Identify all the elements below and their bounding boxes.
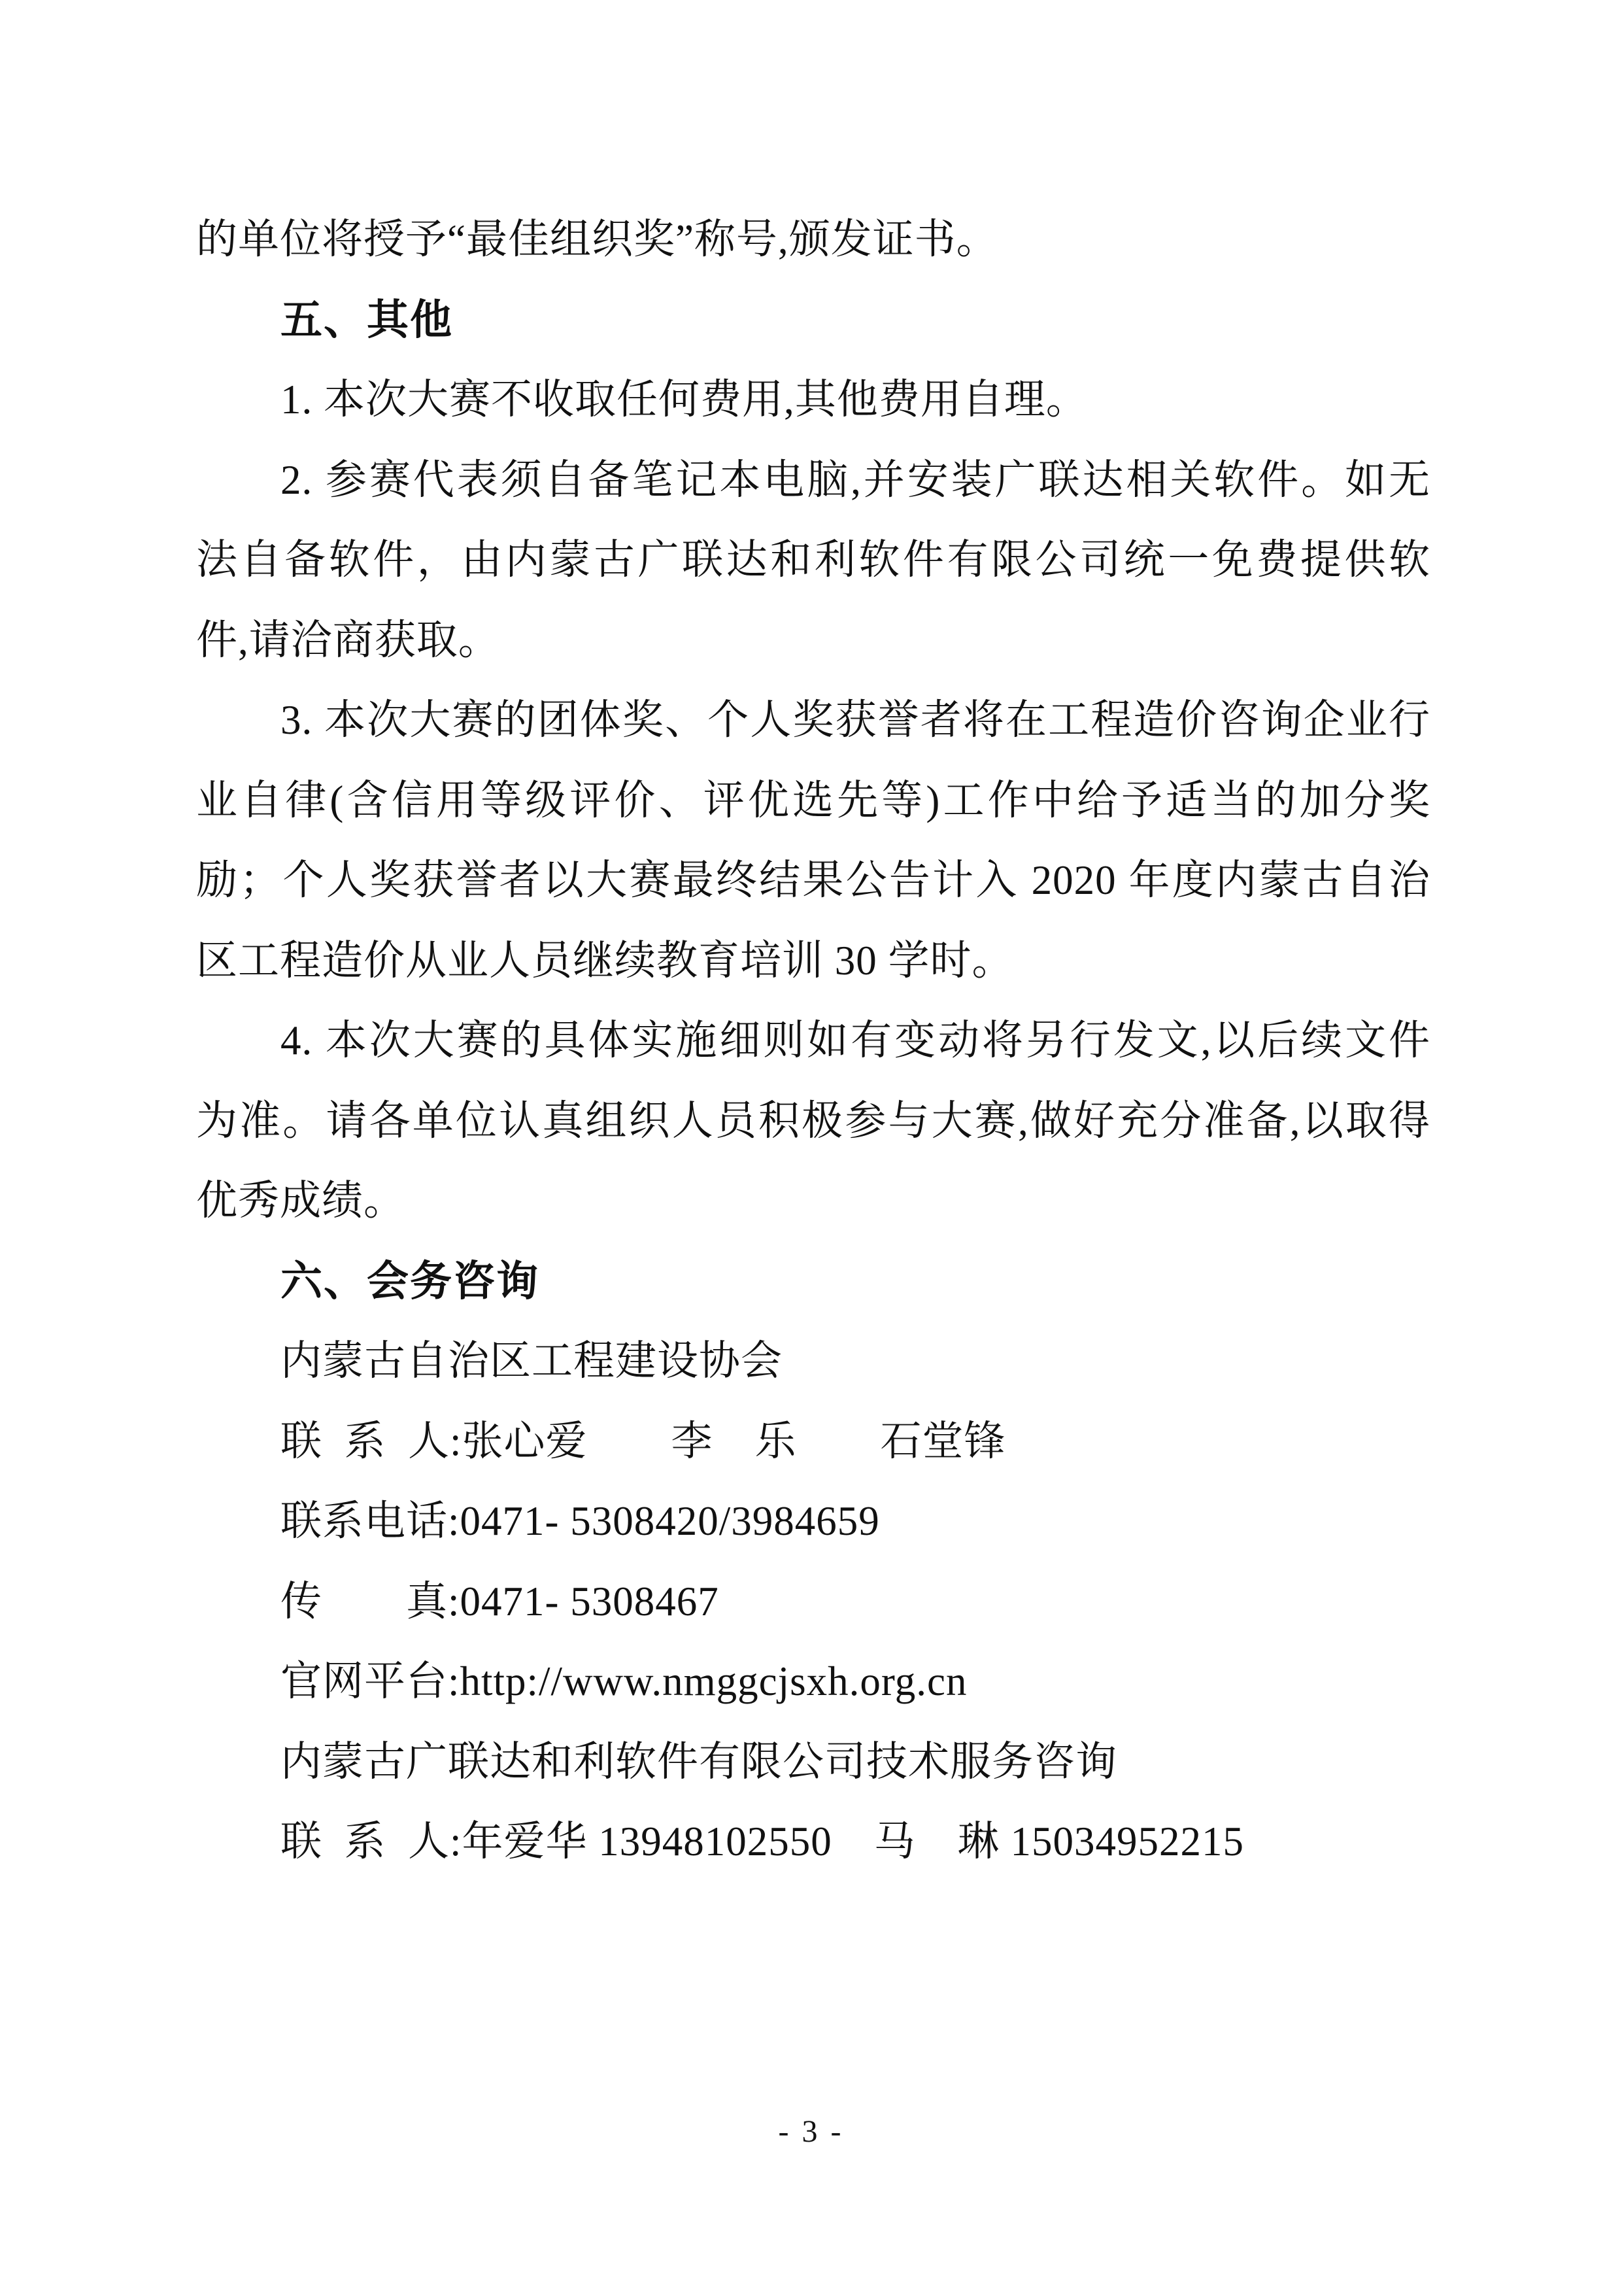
contact-company-name: 内蒙古广联达和利软件有限公司技术服务咨询 xyxy=(280,1738,1117,1785)
section-heading-five: 五、其他 xyxy=(280,296,453,343)
doc-line-item-1: 1. 本次大赛不收取任何费用,其他费用自理。 xyxy=(280,377,1088,422)
doc-line-item-2: 2. 参赛代表须自备笔记本电脑,并安装广联达相关软件。如无 xyxy=(280,456,1430,503)
doc-line-item-4-cont-1: 为准。请各单位认真组织人员积极参与大赛,做好充分准备,以取得 xyxy=(196,1097,1430,1144)
contact-persons-association: 联 系 人:张心爱 李 乐 石堂锋 xyxy=(280,1418,1006,1464)
contact-fax-line: 传 真:0471- 5308467 xyxy=(280,1578,719,1624)
page-number: - 3 - xyxy=(778,2114,844,2149)
contact-phone-line: 联系电话:0471- 5308420/3984659 xyxy=(280,1498,880,1544)
doc-line-continuation: 的单位将授予“最佳组织奖”称号,颁发证书。 xyxy=(196,216,998,262)
doc-line-item-4: 4. 本次大赛的具体实施细则如有变动将另行发文,以后续文件 xyxy=(280,1018,1430,1063)
contact-persons-company: 联 系 人:年爱华 13948102550 马 琳 15034952215 xyxy=(280,1819,1245,1864)
document-body xyxy=(196,199,1430,1882)
doc-line-item-2-cont-1: 法自备软件，由内蒙古广联达和利软件有限公司统一免费提供软 xyxy=(196,537,1430,583)
doc-line-item-3-cont-2: 励；个人奖获誉者以大赛最终结果公告计入 2020 年度内蒙古自治 xyxy=(196,857,1430,903)
contact-website-line: 官网平台:http://www.nmggcjsxh.org.cn xyxy=(280,1658,968,1704)
doc-line-item-3: 3. 本次大赛的团体奖、个人奖获誉者将在工程造价咨询企业行 xyxy=(280,697,1430,743)
doc-line-item-2-cont-2: 件,请洽商获取。 xyxy=(196,617,500,663)
doc-line-item-3-cont-3: 区工程造价从业人员继续教育培训 30 学时。 xyxy=(196,937,1014,984)
doc-line-item-4-cont-2: 优秀成绩。 xyxy=(196,1178,405,1224)
section-heading-six: 六、会务咨询 xyxy=(280,1257,539,1305)
doc-line-item-3-cont-1: 业自律(含信用等级评价、评优选先等)工作中给予适当的加分奖 xyxy=(196,777,1430,823)
contact-association-name: 内蒙古自治区工程建设协会 xyxy=(280,1338,783,1384)
